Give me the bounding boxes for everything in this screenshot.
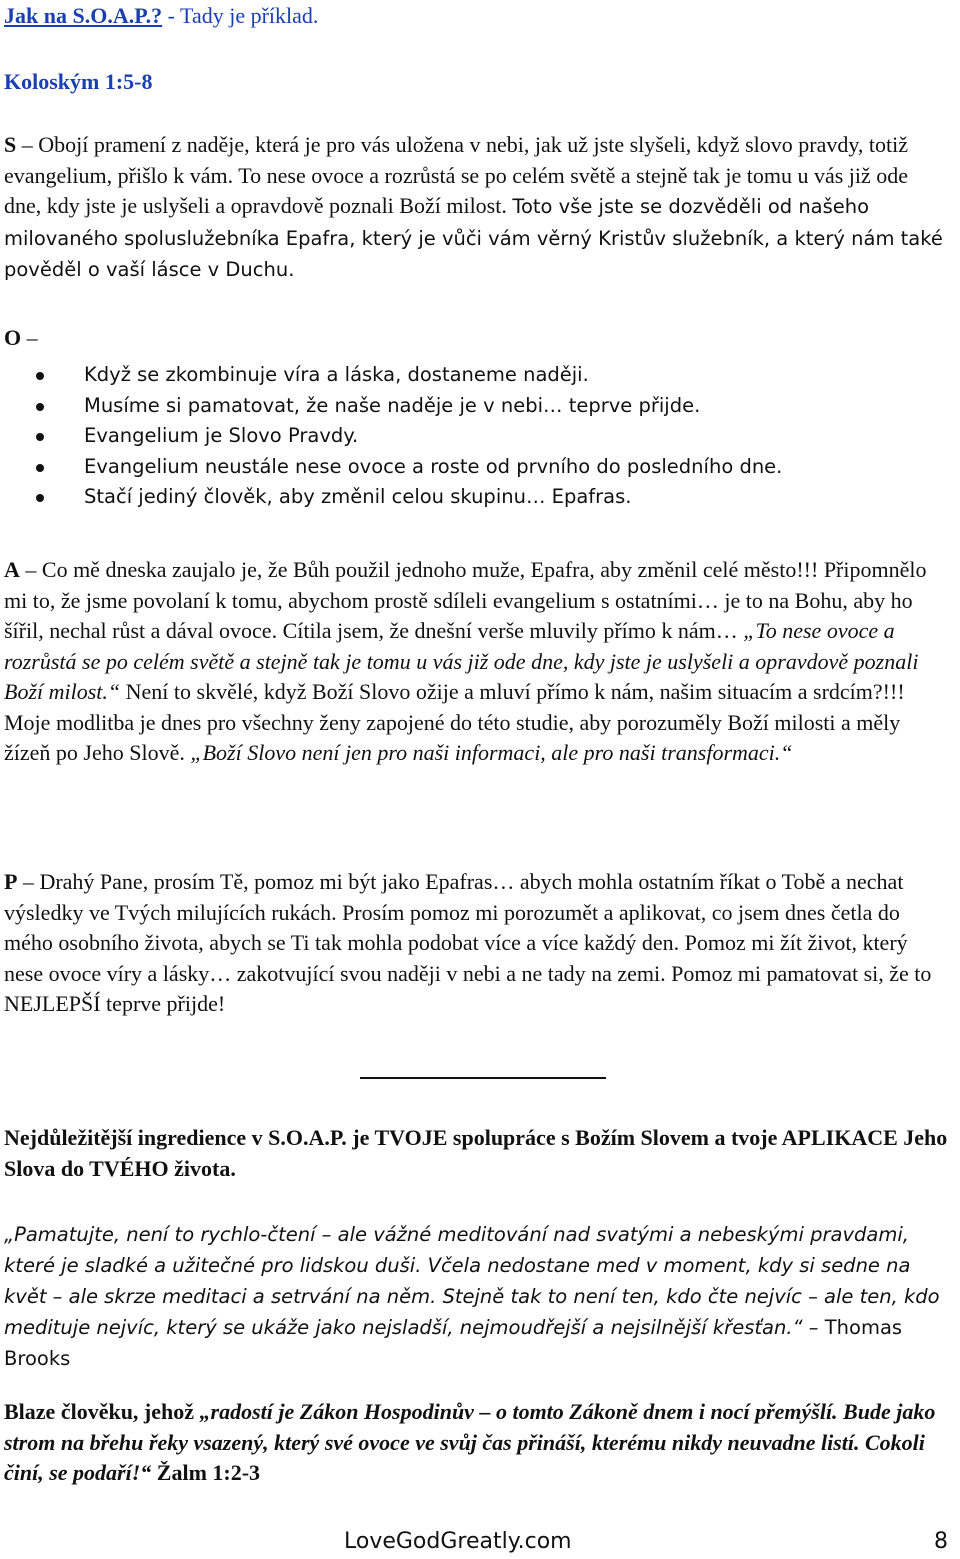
psalm-text: „radostí je Zákon Hospodinův – o tomto Zákoně dnem i nocí přemýšlí. Bude jako strom na břehu řeky vsazený, který své ovoce ve svůj čas přináší, kterému nikdy neuvadne listí. Cokoli činí, se podaří!“ xyxy=(4,1399,936,1485)
brooks-quote-text: „Pamatujte, není to rychlo-čtení – ale vážné meditování nad svatými a nebeskými pravdami, které je sladké a užitečné pro lidskou duši. Včela nedostane med v moment, kdy si sedne na květ – ale skrze meditaci a setrvání na něm. Stejně tak to není ten, kdo čte nejvíc – ale ten, kdo medituje nejvíc, který se ukáže jako nejsladší, nejmoudřejší a nejsilnější křesťan.“ xyxy=(4,1223,940,1339)
prayer-section xyxy=(4,867,950,1020)
psalm-quote xyxy=(4,1397,950,1489)
section-dash: – xyxy=(16,132,39,157)
application-section xyxy=(4,555,950,769)
scripture-text-continued: Toto vše jste se dozvěděli od našeho milovaného spoluslužebníka Epafra, který je vůči vám věrný Kristův služebník, a který nám také pověděl o vaší lásce v Duchu. xyxy=(4,195,943,281)
list-item-text: Evangelium je Slovo Pravdy. xyxy=(84,424,359,447)
observation-heading xyxy=(4,323,950,354)
bullet-icon xyxy=(36,403,44,411)
observation-list xyxy=(36,360,782,513)
list-item xyxy=(36,482,782,513)
bullet-icon xyxy=(36,464,44,472)
section-letter-s: S xyxy=(4,132,17,157)
list-item-text: Když se zkombinuje víra a láska, dostaneme naději. xyxy=(84,363,589,386)
section-letter-p: P xyxy=(4,869,18,894)
scripture-text: Obojí pramení z naděje, která je pro vás uložena v nebi, jak už jste slyšeli, když slovo pravdy, totiž evangelium, přišlo k vám. To nese ovoce a rozrůstá se po celém světě a stejně tak je tomu u vás již ode dne, kdy jste je uslyšeli a opravdově poznali Boží milost. xyxy=(4,132,909,218)
footer-website: LoveGodGreatly.com xyxy=(344,1529,572,1554)
application-quote: „To nese ovoce a rozrůstá se po celém světě a stejně tak je tomu u vás již ode dne, kdy jste je uslyšeli a opravdově poznali Boží milost.“ xyxy=(4,618,919,704)
section-letter-a: A xyxy=(4,557,20,582)
section-divider xyxy=(360,1077,606,1079)
application-closing-quote: „Boží Slovo není jen pro naši informaci, ale pro naši transformaci.“ xyxy=(190,740,793,765)
list-item xyxy=(36,421,782,452)
page-number: 8 xyxy=(934,1529,948,1554)
psalm-lead: Blaze člověku, jehož xyxy=(4,1399,200,1424)
application-text: Co mě dneska zaujalo je, že Bůh použil jednoho muže, Epafra, aby změnil celé město!!! Připomnělo mi to, že jsme povolaní k tomu, abychom prostě sdíleli evangelium s ostatními… je to na Bohu, aby ho šířil, nechal růst a dával ovoce. Cítila jsem, že dnešní verše mluvily přímo k nám… xyxy=(4,557,927,643)
list-item-text: Evangelium neustále nese ovoce a roste od prvního do posledního dne. xyxy=(84,454,783,478)
section-letter-o: O xyxy=(4,325,22,350)
application-text-continued: Není to skvělé, když Boží Slovo ožije a mluví přímo k nám, našim situacím a srdcím?!!! Moje modlitba je dnes pro všechny ženy zapojené do této studie, aby porozuměly Boží milosti a měly žízeň po Jeho Slově. xyxy=(4,679,905,765)
bullet-icon xyxy=(36,372,44,380)
key-ingredient-statement: Nejdůležitější ingredience v S.O.A.P. je TVOJE spolupráce s Božím Slovem a tvoje APLIKACE Jeho Slova do TVÉHO života. xyxy=(4,1125,948,1181)
bullet-icon xyxy=(36,433,44,441)
brooks-quote-author: – Thomas Brooks xyxy=(4,1316,903,1370)
title-subtitle: - Tady je příklad. xyxy=(162,3,319,28)
scripture-section xyxy=(4,130,950,286)
section-dash: – xyxy=(19,557,42,582)
bullet-icon xyxy=(36,494,44,502)
list-item-text: Musíme si pamatovat, že naše naděje je v nebi… teprve přijde. xyxy=(84,393,701,417)
list-item xyxy=(36,360,782,391)
scripture-reference: Koloským 1:5-8 xyxy=(4,69,153,94)
prayer-text: Drahý Pane, prosím Tě, pomoz mi být jako Epafras… abych mohla ostatním říkat o Tobě a nechat výsledky ve Tvých milujících rukách. Prosím pomoz mi porozumět a aplikovat, co jsem dnes četla do mého osobního života, abych se Ti tak mohla podobat více a více každý den. Pomoz mi žít život, který nese ovoce víry a lásky… zakotvující svou naději v nebi a ne tady na zemi. Pomoz mi pamatovat si, že to NEJLEPŠÍ teprve přijde! xyxy=(4,869,932,1016)
list-item-text: Stačí jediný člověk, aby změnil celou skupinu… Epafras. xyxy=(84,485,632,508)
section-dash: – xyxy=(17,869,40,894)
page-title xyxy=(4,2,318,30)
section-dash: – xyxy=(21,325,38,350)
brooks-quote xyxy=(4,1219,950,1374)
psalm-reference: Žalm 1:2-3 xyxy=(151,1460,261,1485)
soap-title-link[interactable]: Jak na S.O.A.P.? xyxy=(4,3,163,28)
list-item xyxy=(36,391,782,422)
list-item xyxy=(36,452,782,483)
